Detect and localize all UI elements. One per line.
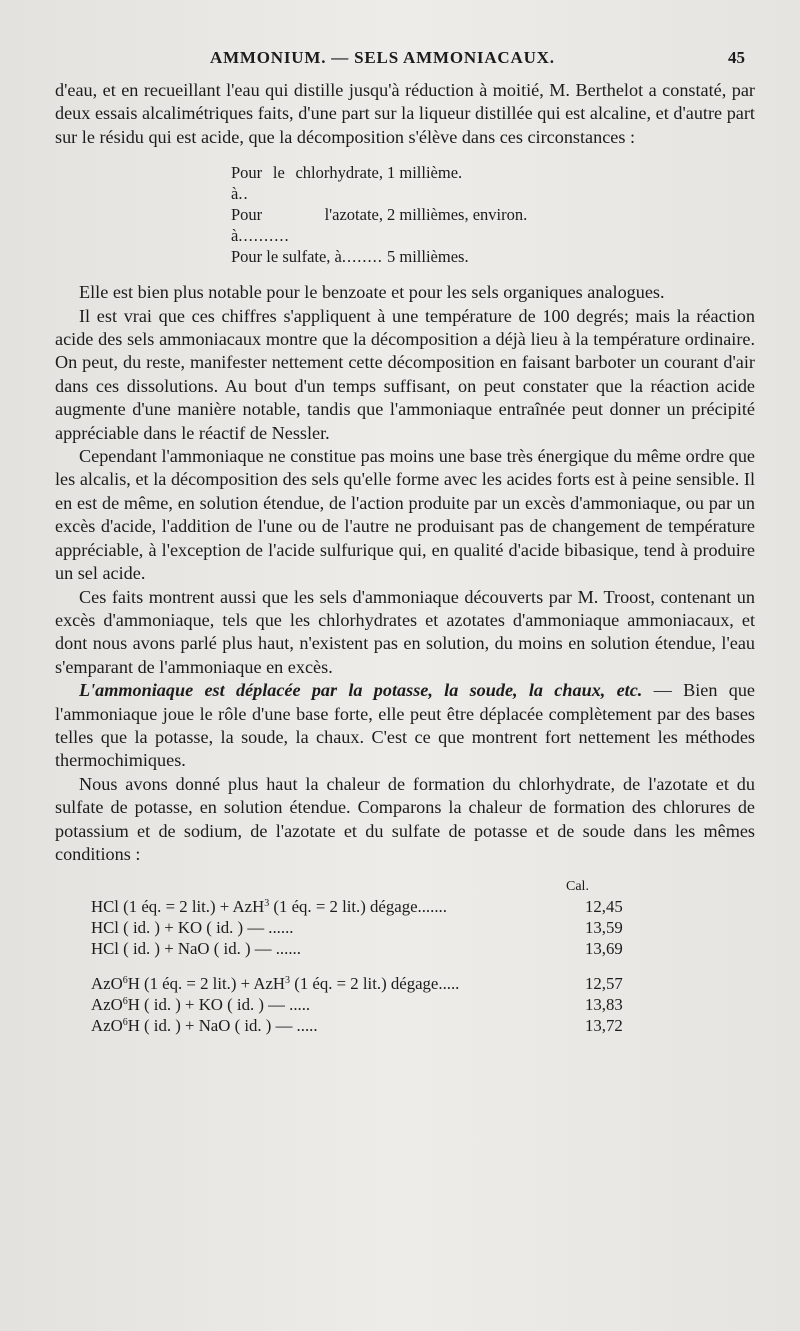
- equation-row: HCl ( id. ) + NaO ( id. ) — ...... 13,69: [55, 938, 755, 959]
- heat-value: 12,45: [585, 897, 623, 917]
- ratio-label: Pour l'azotate, à: [231, 205, 383, 246]
- heat-value: 13,69: [585, 939, 623, 959]
- paragraph-2: Elle est bien plus notable pour le benzoate et pour les sels organiques analogues.: [79, 282, 665, 303]
- heat-value: 12,57: [585, 974, 623, 994]
- section-heading: L'ammoniaque est déplacée par la potasse, la soude, la chaux, etc.: [79, 680, 643, 701]
- unit-label: Cal.: [566, 879, 589, 895]
- ratio-row: Pour le chlorhydrate, à.. 1 millième.: [231, 163, 463, 204]
- page-header: [0, 34, 800, 74]
- page-number: 45: [728, 48, 745, 67]
- ratio-label: Pour le sulfate, à: [231, 247, 342, 267]
- paragraph-6: L'ammoniaque est déplacée par la potasse, la soude, la chaux, etc. — Bien que l'ammoniaque joue le rôle d'une base forte, elle peut être déplacée complètement par des bases telles que la potasse, la soude, la chaux. C'est ce que montrent fort nettement les méthodes thermochimiques.: [55, 680, 755, 771]
- running-title: AMMONIUM. — SELS AMMONIACAUX.: [210, 48, 555, 67]
- page-body: [55, 79, 755, 1036]
- decomposition-ratios: [231, 162, 755, 267]
- ratio-label: Pour le chlorhydrate, à: [231, 163, 383, 204]
- equation-row: AzO$^6$H ( id. ) + NaO ( id. ) — ..... 13,72: [55, 1015, 755, 1036]
- paragraph-5: Ces faits montrent aussi que les sels d'ammoniaque découverts par M. Troost, contenant un excès d'ammoniaque, tels que les chlorhydrates et azotates d'ammoniaque ammoniacaux, et dont nous avons parlé plus haut, n'existent pas en solution, du moins en solution étendue, l'eau s'emparant de l'ammoniaque en excès.: [55, 586, 755, 677]
- paragraph-4: Cependant l'ammoniaque ne constitue pas moins une base très énergique du même ordre que les alcalis, et la décomposition des sels qu'elle forme avec les acides forts est à peine sensible. Il en est de même, en solution étendue, de l'action produite par un excès d'ammoniaque, ou par un excès d'acide, l'addition de l'une ou de l'autre ne produisant pas de changement de température appréciable, à l'exception de l'acide sulfurique qui, en qualité d'acide bibasique, tend à produire un sel acide.: [55, 446, 755, 584]
- heat-value: 13,72: [585, 1016, 623, 1036]
- equation-row: HCl (1 éq. = 2 lit.) + AzH$^3$ (1 éq. = 2 lit.) dégage....... 12,45: [55, 896, 755, 917]
- equation-row: AzO$^6$H (1 éq. = 2 lit.) + AzH$^3$ (1 éq. = 2 lit.) dégage..... 12,57: [55, 973, 755, 994]
- equation-row: HCl ( id. ) + KO ( id. ) — ...... 13,59: [55, 917, 755, 938]
- ratio-row: Pour le sulfate, à........ 5 millièmes.: [231, 247, 469, 267]
- ratio-value: 5 millièmes.: [387, 247, 469, 267]
- ratio-row: Pour l'azotate, à.......... 2 millièmes, environ.: [231, 205, 528, 246]
- ratio-value: 2 millièmes, environ.: [387, 205, 528, 225]
- paragraph-3: Il est vrai que ces chiffres s'appliquent à une température de 100 degrés; mais la réaction acide des sels ammoniacaux montre que la décomposition a déjà lieu à la température ordinaire. On peut, du reste, manifester nettement cette décomposition en faisant barboter un courant d'air dans ces dissolutions. Au bout d'un temps suffisant, on peut constater que la réaction acide augmente d'une manière notable, tandis que l'ammoniaque entraînée peut donner un précipité appréciable dans le réactif de Nessler.: [55, 305, 755, 443]
- paragraph-7: Nous avons donné plus haut la chaleur de formation du chlorhydrate, de l'azotate et du sulfate de potasse, en solution étendue. Comparons la chaleur de formation des chlorures de potassium et de sodium, de l'azotate et du sulfate de potasse et de soude dans les mêmes conditions :: [55, 773, 755, 864]
- heat-value: 13,83: [585, 995, 623, 1015]
- thermochemical-table: [55, 878, 755, 1036]
- paragraph-1: d'eau, et en recueillant l'eau qui distille jusqu'à réduction à moitié, M. Berthelot a constaté, par deux essais alcalimétriques faits, d'une part sur la liqueur distillée qui est alcaline, et d'autre part sur le résidu qui est acide, que la décomposition s'élève dans ces circonstances :: [55, 80, 755, 147]
- heat-value: 13,59: [585, 918, 623, 938]
- ratio-value: 1 millième.: [387, 163, 463, 183]
- equation-row: AzO$^6$H ( id. ) + KO ( id. ) — ..... 13,83: [55, 994, 755, 1015]
